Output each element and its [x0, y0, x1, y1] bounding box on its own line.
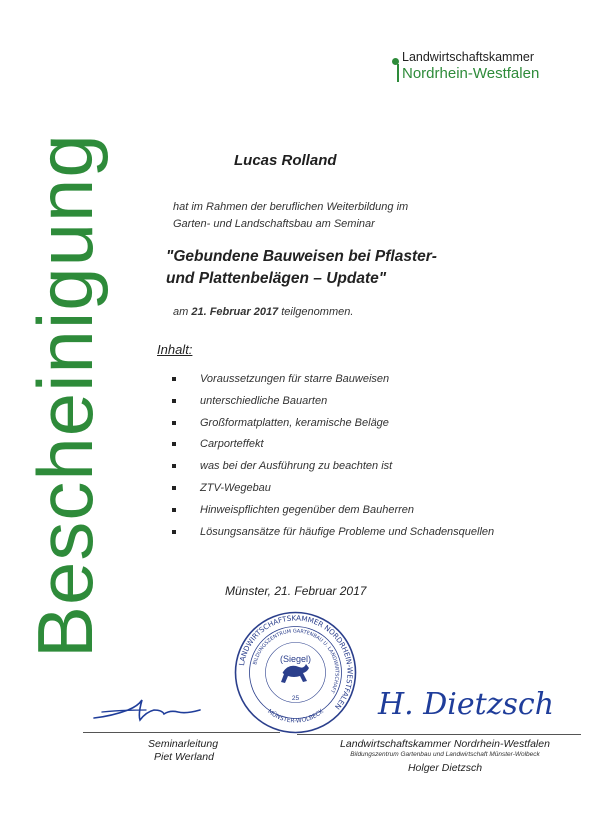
seminar-leader-role: Seminarleitung	[148, 738, 219, 750]
bullet-icon	[172, 421, 176, 425]
bullet-icon	[172, 399, 176, 403]
participation-text	[173, 306, 353, 318]
seal-outer-text: LANDWIRTSCHAFTSKAMMER NORDRHEIN-WESTFALEN	[236, 613, 355, 712]
seminar-title-line1: "Gebundene Bauweisen bei Pflaster-	[166, 248, 437, 265]
topics-list	[172, 373, 494, 547]
intro-text	[173, 199, 493, 233]
topic-text: was bei der Ausführung zu beachten ist	[200, 460, 393, 473]
list-item	[172, 482, 494, 504]
bullet-icon	[172, 486, 176, 490]
topic-text: Carporteffekt	[200, 438, 264, 451]
participation-date: 21. Februar 2017	[191, 306, 279, 318]
list-item	[172, 373, 494, 395]
director-signature	[376, 676, 555, 726]
seminar-leader-name: Piet Werland	[154, 751, 214, 763]
participation-suffix: teilgenommen.	[278, 306, 354, 318]
topic-text: Großformatplatten, keramische Beläge	[200, 416, 389, 429]
bullet-icon	[172, 442, 176, 446]
document-title-vertical: Bescheinigung	[21, 133, 109, 658]
seal-bottom-text: MÜNSTER-WOLBECK	[266, 708, 325, 725]
signature-line-right	[297, 734, 581, 735]
list-item	[172, 526, 494, 548]
signature-line-left	[83, 732, 280, 733]
horse-emblem-icon	[281, 664, 309, 683]
topic-text: Voraussetzungen für starre Bauweisen	[200, 373, 390, 385]
list-item	[172, 417, 494, 439]
topic-text: ZTV-Wegebau	[200, 481, 271, 494]
recipient-name: Lucas Rolland	[234, 152, 337, 169]
contents-heading: Inhalt:	[157, 342, 193, 357]
list-item	[172, 504, 494, 526]
logo-line1: Landwirtschaftskammer	[402, 50, 534, 64]
signatory-organization: Landwirtschaftskammer Nordrhein-Westfalen	[340, 738, 550, 750]
list-item	[172, 460, 494, 482]
seal-inner-text: BILDUNGSZENTRUM GARTENBAU U. LANDWIRTSCHAFT	[252, 628, 340, 694]
logo	[392, 50, 539, 83]
list-item	[172, 395, 494, 417]
logo-bar-icon	[397, 64, 399, 82]
intro-line2: Garten- und Landschaftsbau am Seminar	[173, 218, 375, 230]
signatory-name: Holger Dietzsch	[407, 762, 483, 774]
logo-line2: Nordrhein-Westfalen	[402, 65, 540, 82]
list-item	[172, 438, 494, 460]
seminar-leader-signature	[92, 694, 202, 724]
seminar-title-line2: und Plattenbelägen – Update"	[166, 270, 387, 287]
place-date: Münster, 21. Februar 2017	[225, 584, 367, 598]
seal-number: 25	[291, 695, 300, 702]
topic-text: unterschiedliche Bauarten	[200, 394, 328, 407]
bullet-icon	[172, 377, 176, 381]
svg-text:H. Dietzsch: H. Dietzsch	[378, 687, 555, 722]
topic-text: Hinweispflichten gegenüber dem Bauherren	[200, 503, 415, 516]
bullet-icon	[172, 464, 176, 468]
topic-text: Lösungsansätze für häufige Probleme und Schadensquellen	[200, 525, 495, 538]
signatory-subtitle: Bildungszentrum Gartenbau und Landwirtschaft Münster-Wolbeck	[350, 751, 540, 758]
bullet-icon	[172, 530, 176, 534]
seminar-title	[166, 246, 506, 290]
seal-center-label: (Siegel)	[279, 654, 312, 664]
participation-prefix: am	[173, 306, 192, 318]
bullet-icon	[172, 508, 176, 512]
official-seal	[233, 610, 358, 735]
intro-line1: hat im Rahmen der beruflichen Weiterbildung im	[173, 201, 409, 213]
